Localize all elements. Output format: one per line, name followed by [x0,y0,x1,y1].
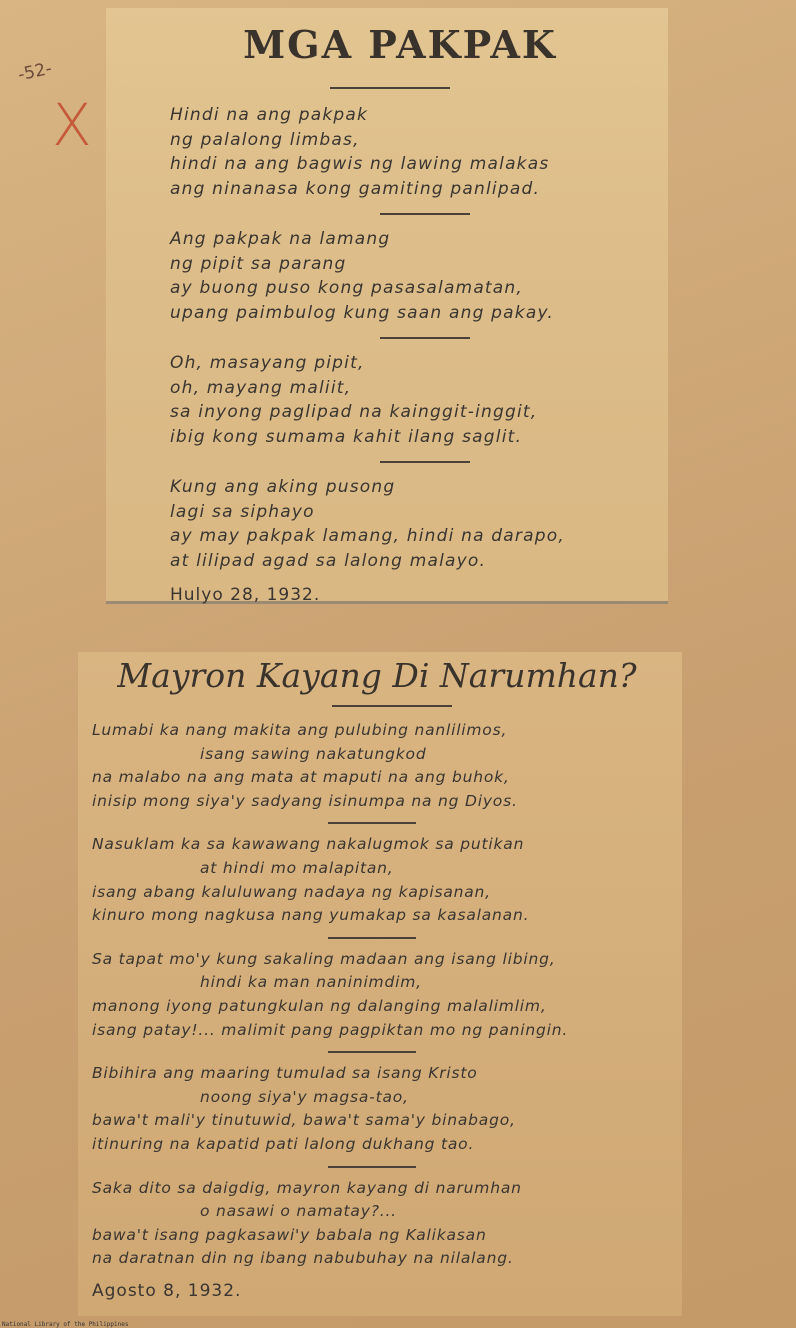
stanza-divider [380,337,470,339]
poem-line: Saka dito sa daigdig, mayron kayang di narumhan [92,1178,522,1197]
poem-line: isang sawing nakatungkod [200,744,427,763]
poem-line: noong siya'y magsa-tao, [200,1087,409,1106]
stanza-3 [170,351,668,449]
poem-line: ibig kong sumama kahit ilang saglit. [170,426,523,447]
library-watermark: National Library of the Philippines [2,1321,129,1328]
stanza-5 [92,1177,682,1271]
poem-line: inisip mong siya'y sadyang isinumpa na ng Diyos. [92,791,518,810]
stanza-divider [380,213,470,215]
poem-line: at lilipad agad sa lalong malayo. [170,550,487,571]
poem-body [170,103,668,573]
poem-line: hindi na ang bagwis ng lawing malakas [170,154,550,174]
poem-title: Mayron Kayang Di Narumhan? [117,656,637,695]
poem-line: sa inyong paglipad na kainggit-inggit, [170,402,538,422]
poem-date: Hulyo 28, 1932. [170,585,321,605]
poem-line: lagi sa siphayo [170,501,315,522]
poem-line: bawa't mali'y tinutuwid, bawa't sama'y binabago, [92,1111,516,1130]
poem-line: isang patay!... malimit pang pagpiktan mo ng paningin. [92,1020,569,1039]
stanza-divider [328,1166,416,1168]
poem-line: ay buong puso kong pasasalamatan, [170,278,523,298]
poem-line: na malabo na ang mata at maputi na ang buhok, [92,768,510,787]
stanza-4 [92,1062,682,1156]
poem-line: kinuro mong nagkusa nang yumakap sa kasalanan. [92,906,530,925]
poem-line: bawa't isang pagkasawi'y babala ng Kalikasan [92,1225,487,1244]
poem-line: na daratnan din ng ibang nabubuhay na nilalang. [92,1249,514,1268]
poem-line: hindi ka man naninimdim, [200,973,422,992]
clipping-mayron-kayang-di-narumhan [78,652,682,1316]
stanza-1 [170,103,668,201]
title-rule [330,87,450,89]
stanza-1 [92,719,682,813]
handwritten-cross-mark: X [52,91,92,159]
stanza-divider [328,1051,416,1053]
handwritten-page-number: -52- [16,58,54,86]
poem-line: Hindi na ang pakpak [170,105,369,125]
poem-line: o nasawi o namatay?... [200,1202,397,1221]
stanza-divider [328,937,416,939]
poem-body [92,719,682,1271]
poem-line: Oh, masayang pipit, [170,353,365,373]
poem-line: ang ninanasa kong gamiting panlipad. [170,178,541,199]
poem-line: ng pipit sa parang [170,253,347,274]
stanza-divider [380,461,470,463]
poem-line: ay may pakpak lamang, hindi na darapo, [170,526,565,546]
poem-line: Bibihira ang maaring tumulad sa isang Kristo [92,1064,478,1083]
poem-date: Agosto 8, 1932. [92,1280,242,1301]
clipping-mga-pakpak [106,8,668,604]
stanza-4 [170,475,668,573]
poem-line: isang abang kaluluwang nadaya ng kapisanan, [92,882,491,901]
poem-line: at hindi mo malapitan, [200,858,394,877]
poem-line: upang paimbulog kung saan ang pakay. [170,302,554,323]
stanza-2 [170,227,668,325]
poem-line: ng palalong limbas, [170,129,360,150]
poem-line: Ang pakpak na lamang [170,229,391,249]
poem-line: manong iyong patungkulan ng dalanging malalimlim, [92,996,547,1015]
poem-line: oh, mayang maliit, [170,377,352,398]
poem-line: Lumabi ka nang makita ang pulubing nanlilimos, [92,721,508,739]
poem-line: Sa tapat mo'y kung sakaling madaan ang isang libing, [92,949,556,968]
poem-line: Kung ang aking pusong [170,477,396,497]
title-rule [332,705,452,707]
poem-title: MGA PAKPAK [243,22,557,67]
stanza-2 [92,833,682,927]
stanza-3 [92,948,682,1042]
stanza-divider [328,822,416,824]
poem-line: itinuring na kapatid pati lalong dukhang tao. [92,1134,475,1153]
poem-line: Nasuklam ka sa kawawang nakalugmok sa putikan [92,835,525,854]
